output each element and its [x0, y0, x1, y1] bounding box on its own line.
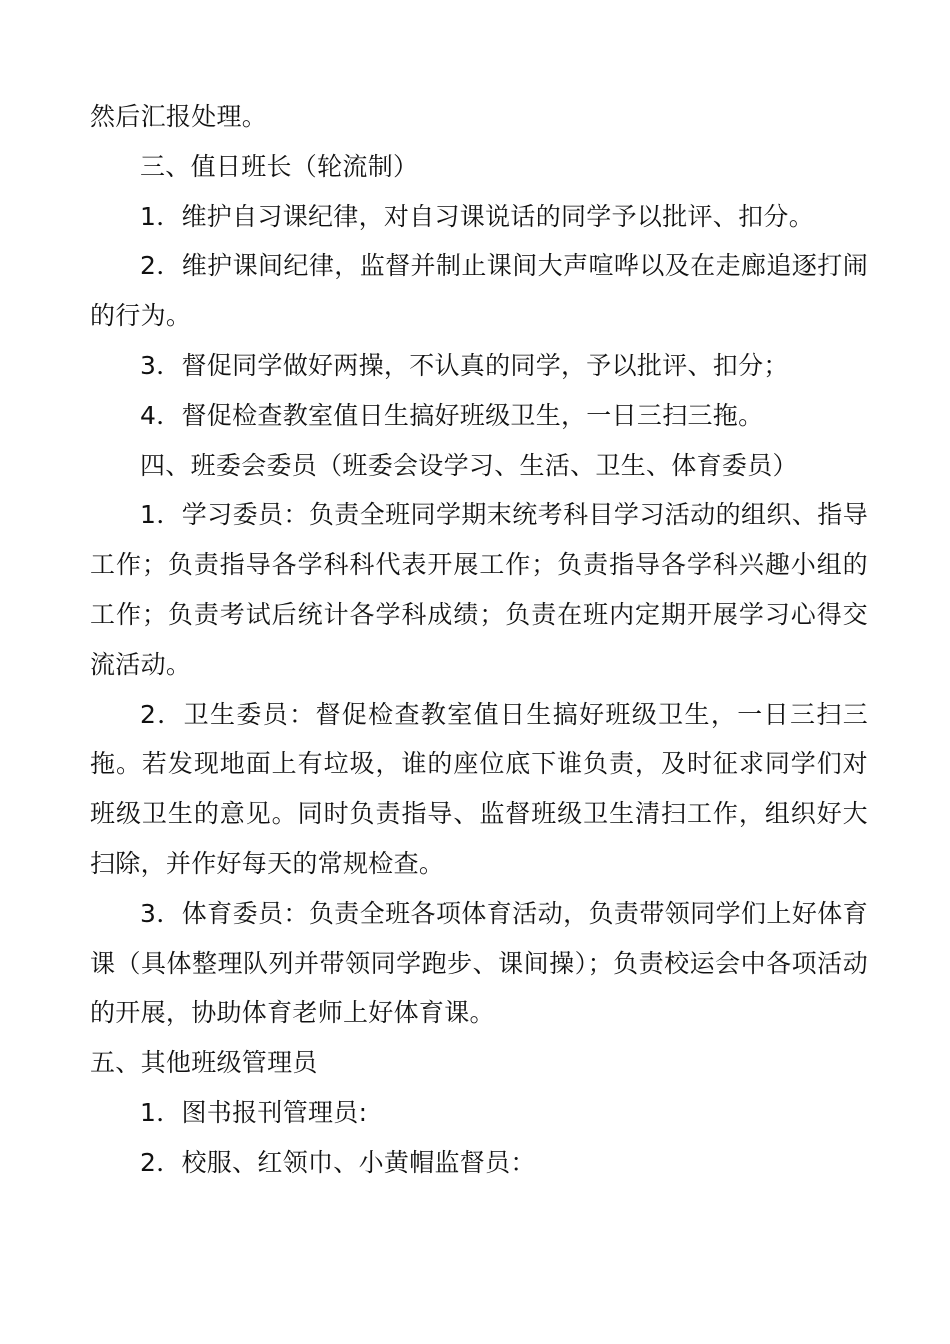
- duty-monitor-item-3: 3．督促同学做好两操，不认真的同学，予以批评、扣分；: [140, 350, 789, 380]
- duty-monitor-item-4: 4．督促检查教室值日生搞好班级卫生，一日三扫三拖。: [140, 400, 764, 430]
- committee-item-hygiene: 2．卫生委员：督促检查教室值日生搞好班级卫生，一日三扫三拖。若发现地面上有垃圾，谁的座位底下谁负责，及时征求同学们对班级卫生的意见。同时负责指导、监督班级卫生清扫工作，组织好大扫除，并作好每天的常规检查。: [90, 699, 868, 878]
- section-heading-committee: 四、班委会委员（班委会设学习、生活、卫生、体育委员）: [140, 450, 798, 480]
- duty-monitor-item-2: 2．维护课间纪律，监督并制止课间大声喧哗以及在走廊追逐打闹的行为。: [90, 251, 868, 331]
- other-manager-item-2: 2．校服、红领巾、小黄帽监督员：: [140, 1147, 536, 1177]
- other-manager-item-1: 1．图书报刊管理员:: [140, 1097, 368, 1127]
- committee-item-sports: 3．体育委员：负责全班各项体育活动，负责带领同学们上好体育课（具体整理队列并带领同学跑步、课间操）；负责校运会中各项活动的开展，协助体育老师上好体育课。: [90, 898, 868, 1028]
- section-heading-duty-monitor: 三、值日班长（轮流制）: [140, 151, 419, 181]
- document-body: [90, 92, 868, 1188]
- section-heading-other-managers: 五、其他班级管理员: [90, 1048, 318, 1078]
- paragraph-closing-line: 然后汇报处理。: [90, 102, 268, 131]
- duty-monitor-item-1: 1．维护自习课纪律，对自习课说话的同学予以批评、扣分。: [140, 201, 815, 231]
- committee-item-study: 1．学习委员：负责全班同学期末统考科目学习活动的组织、指导工作；负责指导各学科科代表开展工作；负责指导各学科兴趣小组的工作；负责考试后统计各学科成绩；负责在班内定期开展学习心得交流活动。: [90, 500, 868, 679]
